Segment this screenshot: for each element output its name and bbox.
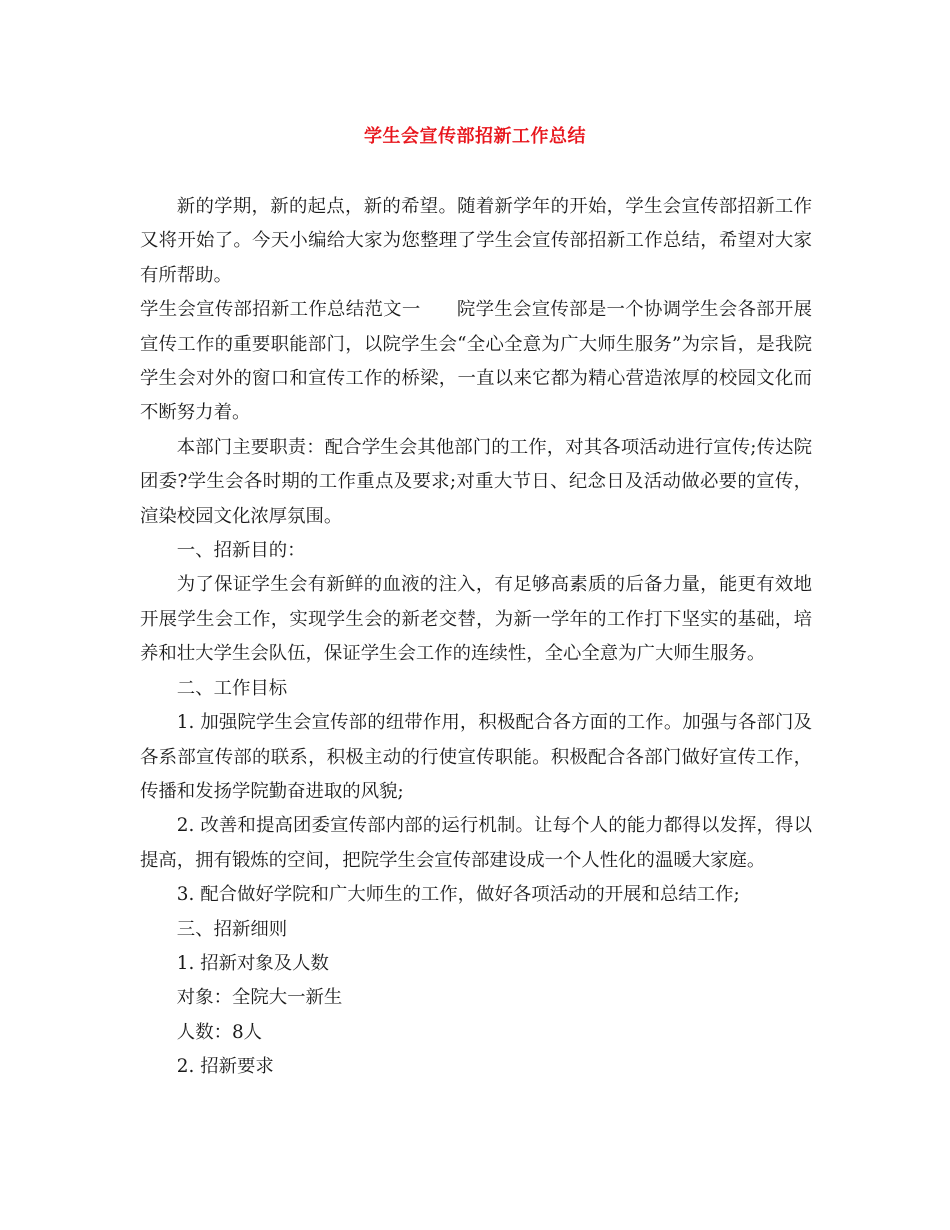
document-title: 学生会宣传部招新工作总结	[364, 126, 586, 147]
detail-item-1-heading: 1. 招新对象及人数	[176, 952, 329, 974]
section-heading-purpose: 一、招新目的：	[176, 540, 306, 562]
detail-item-2-heading: 2. 招新要求	[176, 1056, 274, 1078]
recruit-target: 对象：全院大一新生	[176, 987, 343, 1009]
section-heading-goals: 二、工作目标	[176, 677, 288, 699]
purpose-paragraph: 为了保证学生会有新鲜的血液的注入，有足够高素质的后备力量，能更有效地开展学生会工作，实现学生会的新老交替，为新一学年的工作打下坚实的基础，培养和壮大学生会队伍，保证学生会工作的连续性，全心全意为广大师生服务。	[140, 574, 812, 665]
intro-paragraph: 新的学期，新的起点，新的希望。随着新学年的开始，学生会宣传部招新工作又将开始了。今天小编给大家为您整理了学生会宣传部招新工作总结，希望对大家有所帮助。	[140, 196, 812, 286]
section-heading-details: 三、招新细则	[176, 918, 288, 940]
sample-heading: 学生会宣传部招新工作总结范文一	[140, 299, 421, 321]
sample-paragraph	[140, 293, 812, 431]
sample-text: 院学生会宣传部是一个协调学生会各部开展宣传工作的重要职能部门，以院学生会“全心全意为广大师生服务”为宗旨，是我院学生会对外的窗口和宣传工作的桥梁，一直以来它都为精心营造浓厚的校园文化而不断努力着。	[140, 299, 812, 424]
duties-paragraph: 本部门主要职责：配合学生会其他部门的工作，对其各项活动进行宣传;传达院团委?学生会各时期的工作重点及要求;对重大节日、纪念日及活动做必要的宣传，渲染校园文化浓厚氛围。	[140, 436, 812, 527]
goal-item-1: 1. 加强院学生会宣传部的纽带作用，积极配合各方面的工作。加强与各部门及各系部宣传部的联系，积极主动的行使宣传职能。积极配合各部门做好宣传工作，传播和发扬学院勤奋进取的风貌;	[140, 712, 812, 802]
recruit-count: 人数：8人	[176, 1021, 263, 1043]
goal-item-2: 2. 改善和提高团委宣传部内部的运行机制。让每个人的能力都得以发挥，得以提高，拥有锻炼的空间，把院学生会宣传部建设成一个人性化的温暖大家庭。	[140, 815, 812, 871]
document-body	[140, 190, 812, 1085]
goal-item-3: 3. 配合做好学院和广大师生的工作，做好各项活动的开展和总结工作;	[176, 884, 740, 906]
